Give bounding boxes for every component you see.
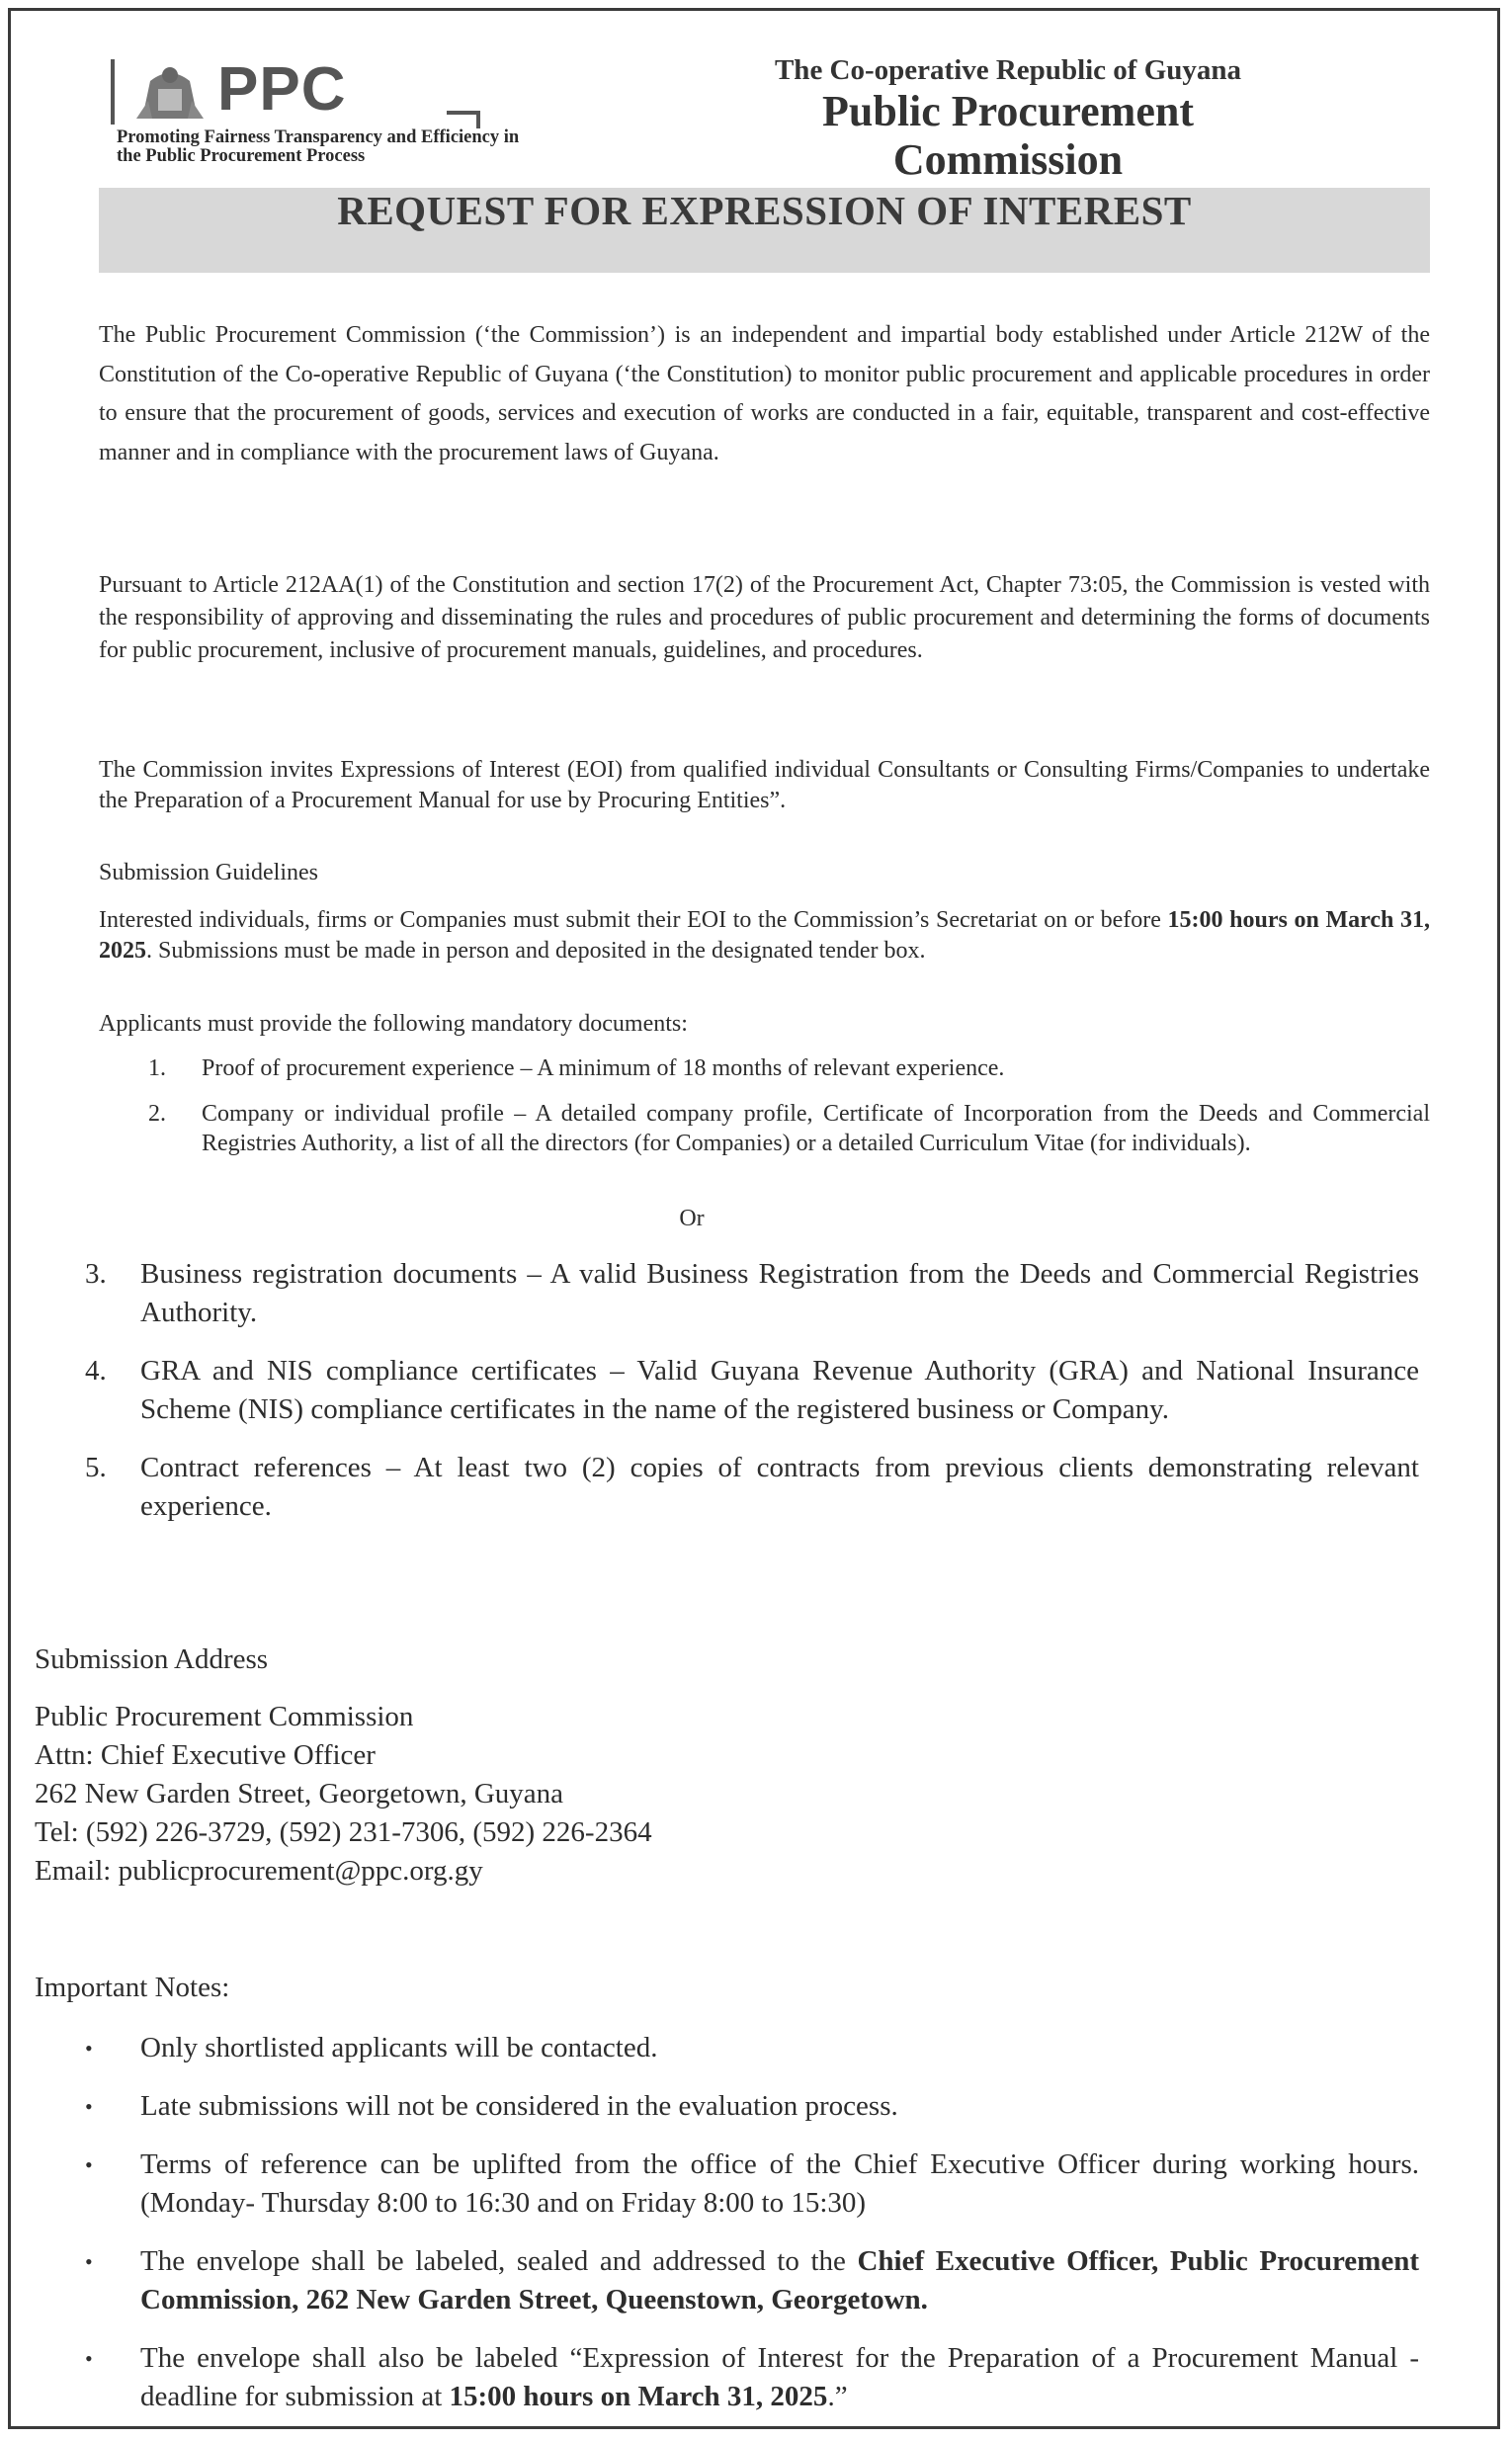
bullet-icon: • [85, 2249, 93, 2274]
logo-bracket-right [447, 111, 480, 128]
deadline-text-post: . Submissions must be made in person and deposited in the designated tender box. [146, 938, 926, 964]
list-item [85, 1352, 1419, 1429]
list-number: 2. [148, 1101, 166, 1127]
republic-heading: The Co-operative Republic of Guyana [774, 54, 1242, 86]
submission-guidelines-heading: Submission Guidelines [99, 860, 319, 885]
deadline-date: 15:00 hours on March 31, 2025 [99, 907, 1431, 964]
invitation-paragraph: The Commission invites Expressions of Interest (EOI) from qualified individual Consultants or Consulting Firms/Companies to undertake the Preparation of a Procurement Manual for use by Procuring Entities”. [99, 757, 1430, 813]
list-item [85, 2242, 1419, 2319]
list-number: 5. [85, 1452, 107, 1483]
list-item [148, 1099, 1430, 1158]
documents-list-large [85, 1255, 1419, 1546]
note-addressee: Chief Executive Officer, Public Procurement Commission, 262 New Garden Street, Queenstown, Georgetown. [140, 2245, 1419, 2315]
address-heading: Submission Address [35, 1643, 269, 1675]
list-number: 1. [148, 1055, 166, 1081]
address-org: Public Procurement Commission [35, 1701, 414, 1732]
list-text: Proof of procurement experience – A minimum of 18 months of relevant experience. [202, 1055, 1005, 1081]
address-street: 262 New Garden Street, Georgetown, Guyana [35, 1778, 563, 1809]
pursuant-paragraph: Pursuant to Article 212AA(1) of the Constitution and section 17(2) of the Procurement Act, Chapter 73:05, the Commission is vested with the responsibility of approving and disseminating the rules and procedures of public procurement and determining the forms of documents for public procurement, inclusive of procurement manuals, guidelines, and procedures. [99, 572, 1430, 663]
submission-address [35, 1641, 652, 1891]
list-item [85, 2339, 1419, 2416]
bullet-icon: • [85, 2094, 93, 2119]
address-tel: Tel: (592) 226-3729, (592) 231-7306, (592) 226-2364 [35, 1816, 652, 1848]
ppc-logo [111, 51, 378, 130]
note-text-pre: The envelope shall be labeled, sealed and addressed to the [140, 2245, 858, 2277]
deadline-text-pre: Interested individuals, firms or Companies must submit their EOI to the Commission’s Secretariat on or before [99, 907, 1168, 933]
list-item [85, 1449, 1419, 1526]
important-notes-heading: Important Notes: [35, 1972, 230, 2003]
deadline-paragraph [99, 905, 1430, 967]
list-text: Company or individual profile – A detailed company profile, Certificate of Incorporation from the Deeds and Commercial Registries Authority, a list of all the directors (for Companies) or a detailed Curriculum Vitae (for individuals). [202, 1101, 1430, 1156]
commission-heading [613, 87, 1403, 184]
commission-heading-line2: Commission [892, 135, 1124, 184]
list-number: 3. [85, 1258, 107, 1290]
page-title: REQUEST FOR EXPRESSION OF INTEREST [337, 188, 1192, 233]
list-text: Contract references – At least two (2) copies of contracts from previous clients demonstrating relevant experience. [140, 1452, 1419, 1522]
list-text: GRA and NIS compliance certificates – Valid Guyana Revenue Authority (GRA) and National Insurance Scheme (NIS) compliance certificates in the name of the registered business or Company. [140, 1355, 1419, 1425]
note-text-post: .” [827, 2381, 848, 2412]
note-text: Only shortlisted applicants will be contacted. [140, 2032, 658, 2063]
mandatory-documents-intro: Applicants must provide the following mandatory documents: [99, 1011, 688, 1037]
list-item [148, 1053, 1430, 1083]
bullet-icon: • [85, 2036, 93, 2061]
bullet-icon: • [85, 2346, 93, 2371]
note-deadline: 15:00 hours on March 31, 2025 [449, 2381, 828, 2412]
or-separator: Or [679, 1206, 705, 1231]
logo-bracket-left [111, 59, 121, 125]
commission-heading-line1: Public Procurement [822, 87, 1194, 135]
bullet-icon: • [85, 2152, 93, 2177]
intro-paragraph: The Public Procurement Commission (‘the Commission’) is an independent and impartial body established under Article 212W of the Constitution of the Co-operative Republic of Guyana (‘the Constitution) to monitor public procurement and applicable procedures in order to ensure that the procurement of goods, services and execution of works are conducted in a fair, equitable, transparent and cost-effective manner and in compliance with the procurement laws of Guyana. [99, 322, 1430, 465]
list-item [85, 1255, 1419, 1332]
note-text: Late submissions will not be considered in the evaluation process. [140, 2090, 898, 2122]
logo-wordmark: PPC [217, 55, 347, 124]
list-item [85, 2146, 1419, 2223]
title-banner [99, 188, 1430, 273]
note-text-pre: The envelope shall also be labeled “Expression of Interest for the Preparation of a Procurement Manual - deadline for submission at [140, 2342, 1419, 2412]
address-email: Email: publicprocurement@ppc.org.gy [35, 1855, 483, 1887]
list-item [85, 2029, 1419, 2067]
address-attn: Attn: Chief Executive Officer [35, 1739, 376, 1771]
coat-of-arms-icon [130, 61, 210, 125]
documents-list-small [148, 1053, 1430, 1174]
important-notes-list [85, 2029, 1419, 2436]
note-text: Terms of reference can be uplifted from the office of the Chief Executive Officer during working hours. (Monday- Thursday 8:00 to 16:30 and on Friday 8:00 to 15:30) [140, 2148, 1419, 2219]
list-number: 4. [85, 1355, 107, 1387]
list-item [85, 2087, 1419, 2126]
logo-tagline: Promoting Fairness Transparency and Efficiency in the Public Procurement Process [117, 127, 520, 166]
list-text: Business registration documents – A valid Business Registration from the Deeds and Commercial Registries Authority. [140, 1258, 1419, 1328]
